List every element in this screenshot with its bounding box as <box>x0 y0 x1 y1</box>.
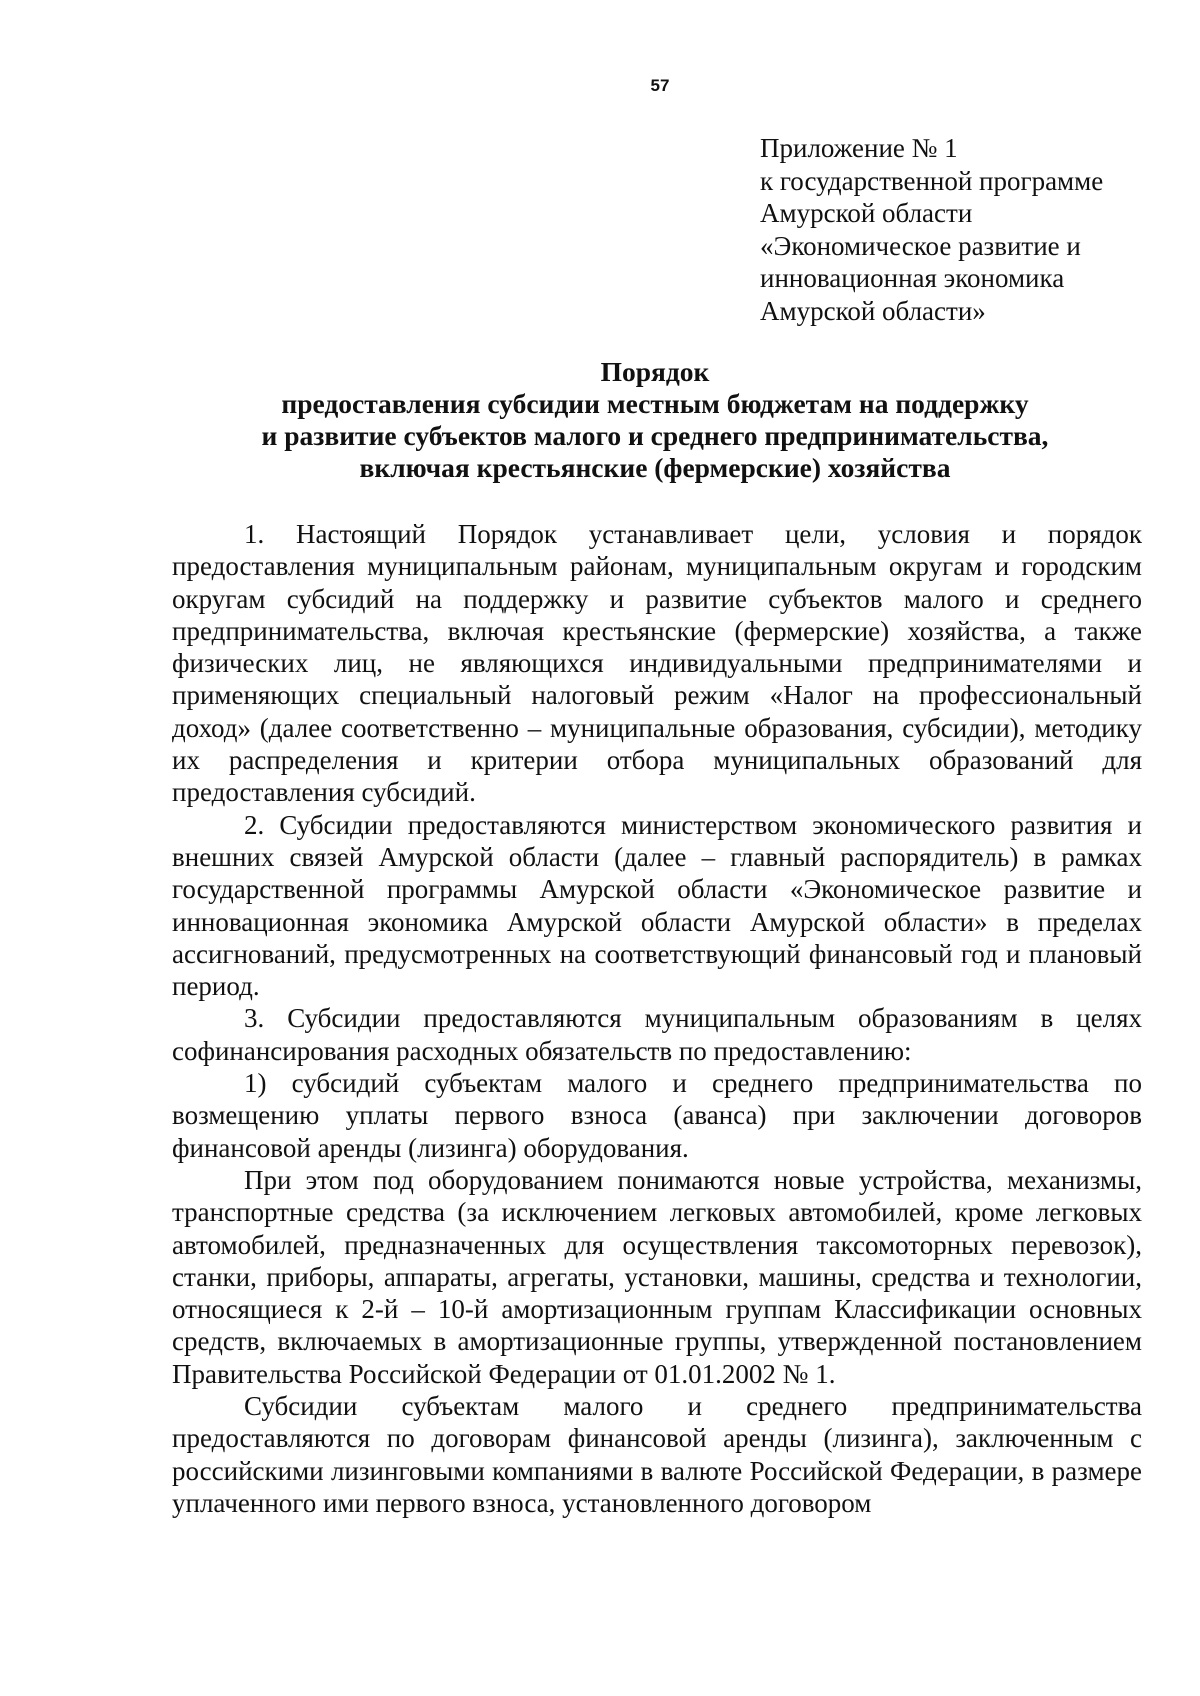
document-title <box>170 356 1140 484</box>
appendix-line: «Экономическое развитие и <box>760 230 1081 261</box>
page-number: 57 <box>650 76 670 95</box>
title-line: Порядок <box>600 356 710 387</box>
paragraph-1: 1. Настоящий Порядок устанавливает цели, условия и порядок предоставления муниципальным районам, муниципальным округам и городским округам субсидий на поддержку и развитие субъектов малого и среднего предпринимательства, включая крестьянские (фермерские) хозяйства, а также физических лиц, не являющихся индивидуальными предпринимателями и применяющих специальный налоговый режим «Налог на профессиональный доход» (далее соответственно – муниципальные образования, субсидии), методику их распределения и критерии отбора муниципальных образований для предоставления субсидий. <box>172 519 1142 808</box>
appendix-line: Амурской области <box>760 198 973 228</box>
appendix-block <box>760 132 1103 327</box>
paragraph-3-item-1: 1) субсидий субъектам малого и среднего предпринимательства по возмещению уплаты первого взноса (аванса) при заключении договоров финансовой аренды (лизинга) оборудования. <box>172 1068 1142 1163</box>
document-body <box>172 518 1142 1519</box>
appendix-line: Приложение № 1 <box>760 133 958 163</box>
appendix-line: к государственной программе <box>760 165 1104 196</box>
title-line: и развитие субъектов малого и среднего предпринимательства, <box>261 420 1049 451</box>
paragraph-equipment: При этом под оборудованием понимаются новые устройства, механизмы, транспортные средства (за исключением легковых автомобилей, кроме легковых автомобилей, предназначенных для осуществления таксомоторных перевозок), станки, приборы, аппараты, агрегаты, установки, машины, средства и технологии, относящиеся к 2-й – 10-й амортизационным группам Классификации основных средств, включаемых в амортизационные группы, утвержденной постановлением Правительства Российской Федерации от 01.01.2002 № 1. <box>172 1164 1142 1389</box>
paragraph-3: 3. Субсидии предоставляются муниципальным образованиям в целях софинансирования расходных обязательств по предоставлению: <box>172 1003 1142 1066</box>
paragraph-2: 2. Субсидии предоставляются министерством экономического развития и внешних связей Амурской области (далее – главный распорядитель) в рамках государственной программы Амурской области «Экономическое развитие и инновационная экономика Амурской области Амурской области» в пределах ассигнований, предусмотренных на соответствующий финансовый год и плановый период. <box>172 809 1142 1002</box>
appendix-line: Амурской области» <box>760 295 986 326</box>
title-line: включая крестьянские (фермерские) хозяйства <box>359 452 951 483</box>
title-line: предоставления субсидии местным бюджетам на поддержку <box>281 388 1029 419</box>
paragraph-subsidies: Субсидии субъектам малого и среднего предпринимательства предоставляются по договорам финансовой аренды (лизинга), заключенным с российскими лизинговыми компаниями в валюте Российской Федерации, в размере уплаченного ими первого взноса, установленного договором <box>172 1391 1142 1518</box>
appendix-line: инновационная экономика <box>760 263 1065 293</box>
